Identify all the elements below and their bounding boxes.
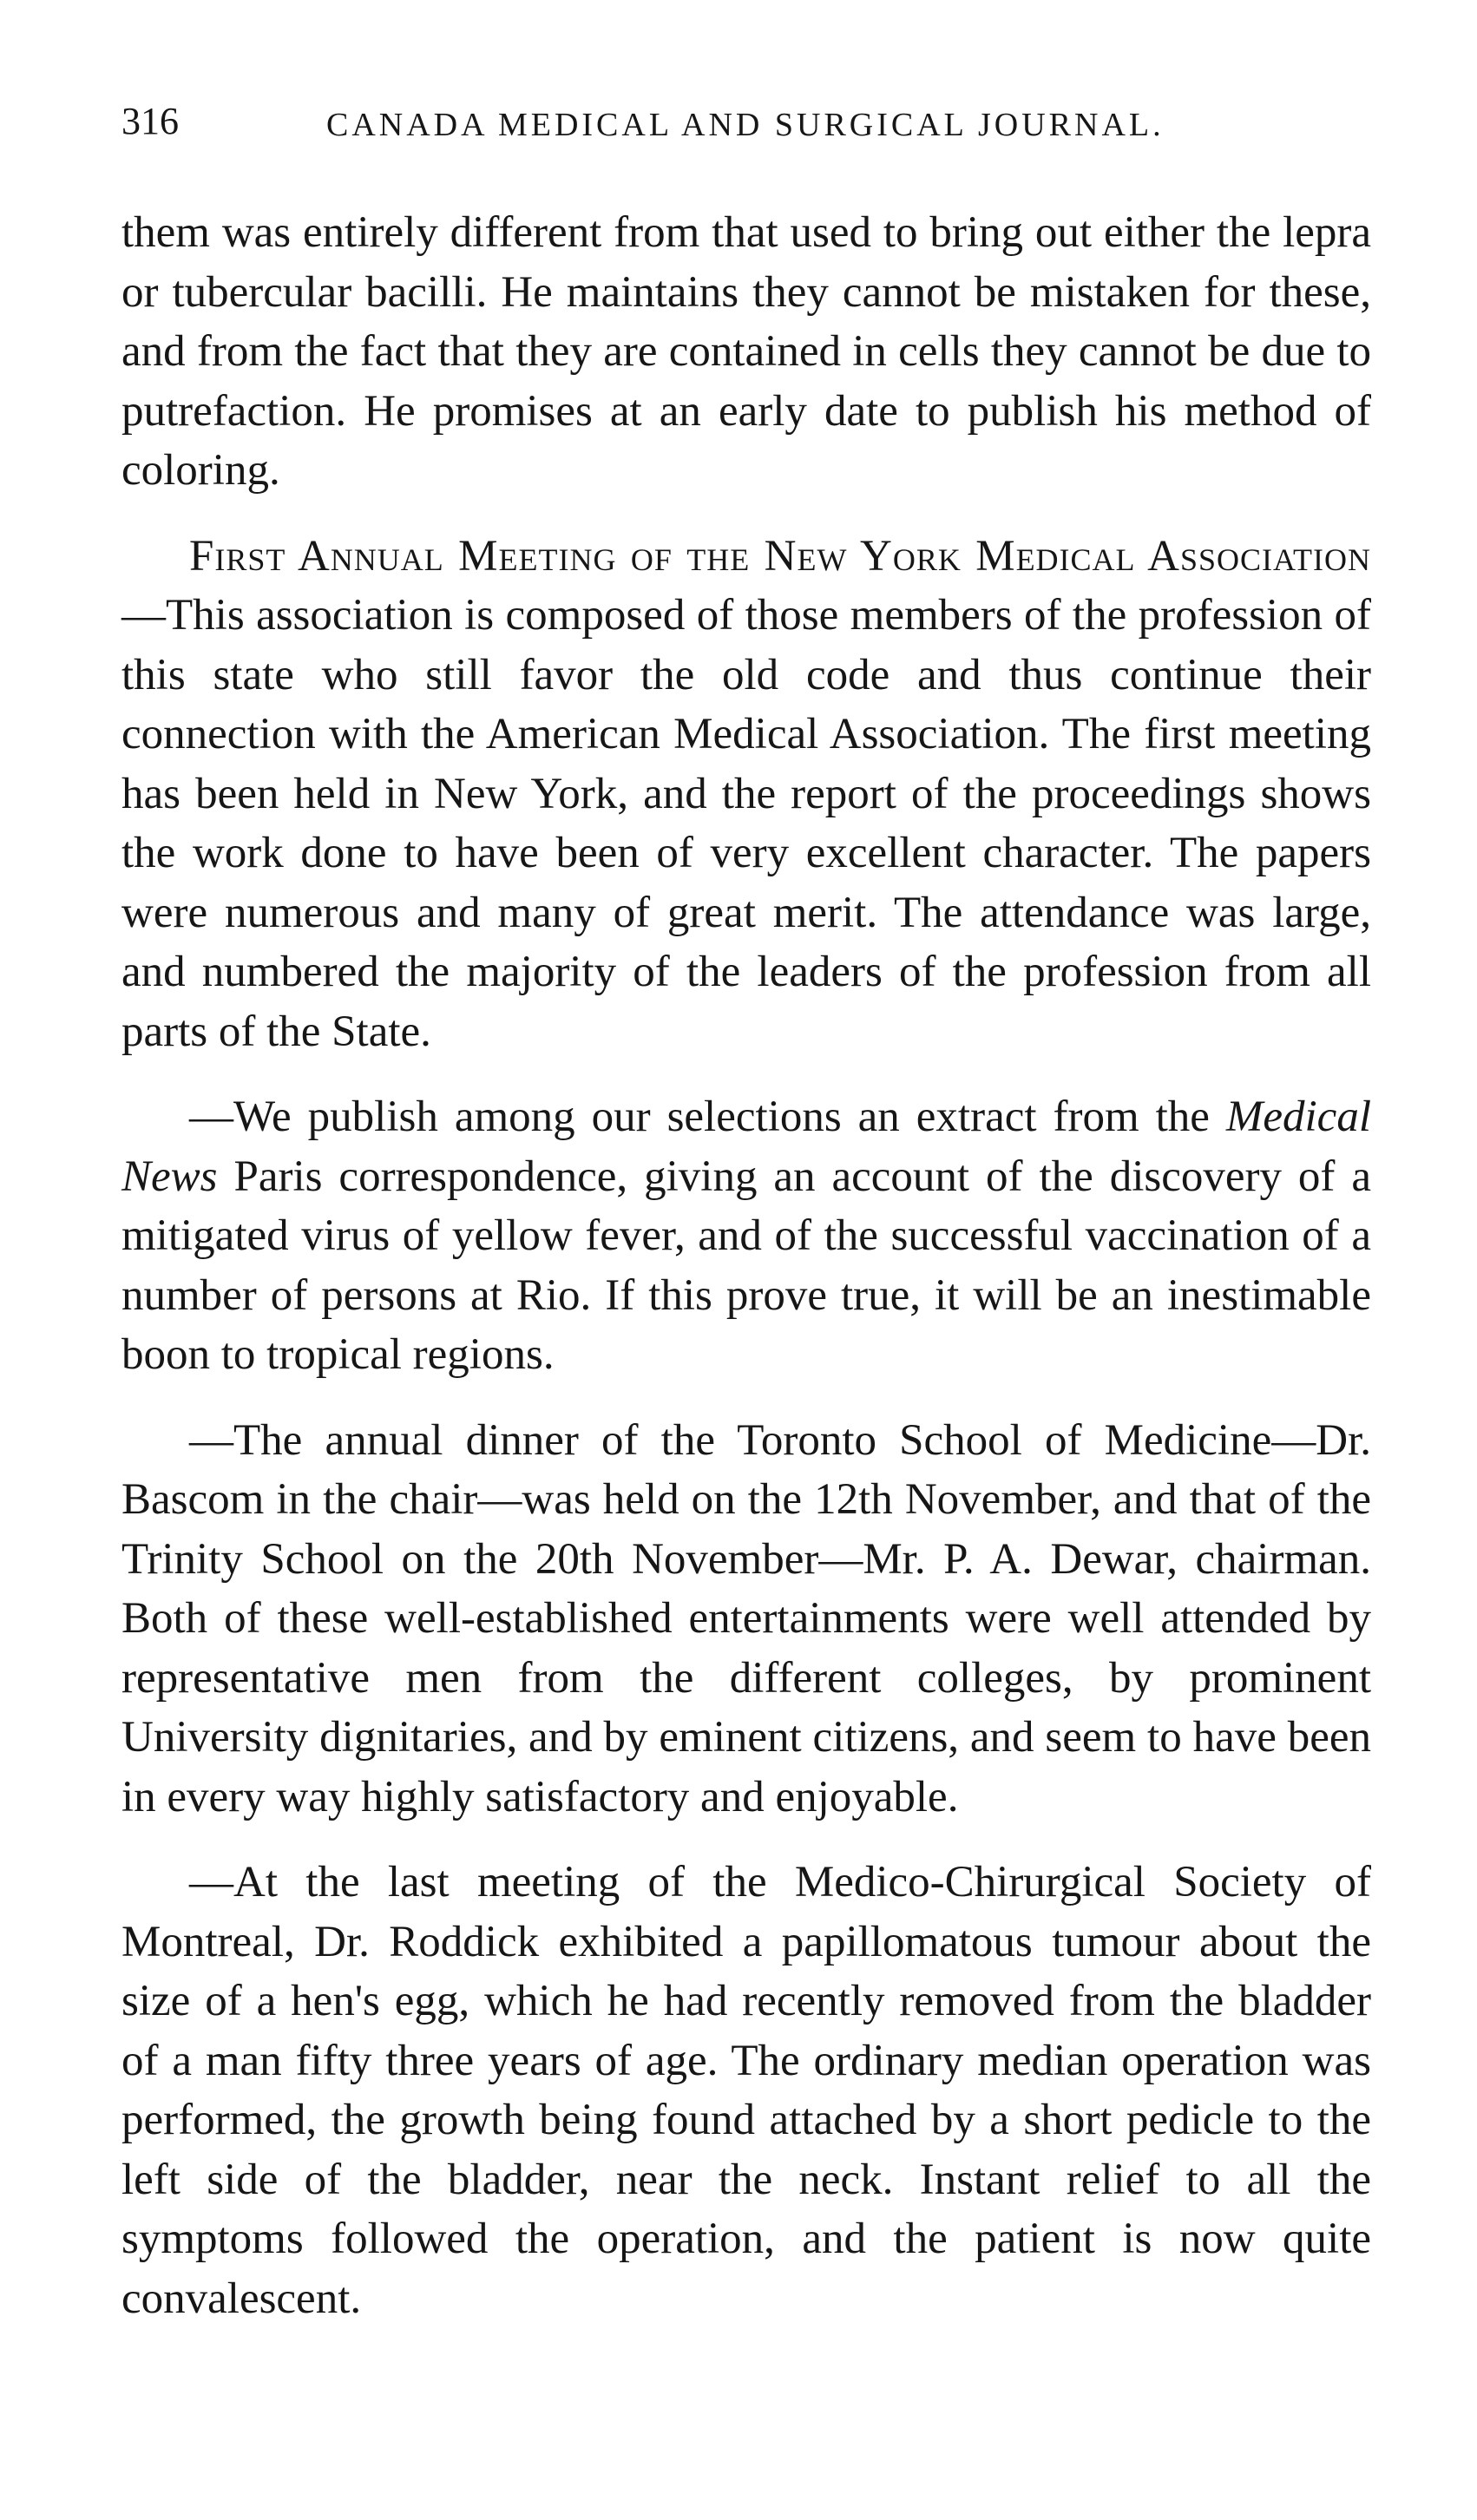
journal-title: CANADA MEDICAL AND SURGICAL JOURNAL. [326, 107, 1165, 143]
paragraph-yellow-fever-text-end: Paris correspondence, giving an account of the discovery of a mitigated virus of yellow fever, and of the successful vaccination of a number of persons at Rio. If this prove true, it will be an inestimable boon to tropical regions. [121, 1152, 1371, 1379]
journal-page [121, 83, 1371, 2354]
paragraph-yellow-fever-text-start: —We publish among our selections an extract from the [189, 1093, 1226, 1141]
paragraph-medico-chirurgical-society: —At the last meeting of the Medico-Chirurgical Society of Montreal, Dr. Roddick exhibited a papillomatous tumour about the size of a hen's egg, which he had recently removed from the bladder of a man fifty three years of age. The ordinary median operation was performed, the growth being found attached by a short pedicle to the left side of the bladder, near the neck. Instant relief to all the symptoms followed the operation, and the patient is now quite convalescent. [121, 1858, 1371, 2323]
paragraph-annual-dinners: —The annual dinner of the Toronto School of Medicine—Dr. Bascom in the chair—was held on the 12th November, and that of the Trinity School on the 20th November—Mr. P. A. Dewar, chairman. Both of these well-established entertainments were well attended by representative men from the different colleges, by prominent University dignitaries, and by eminent citizens, and seem to have been in every way highly satisfactory and enjoyable. [121, 1415, 1371, 1821]
publication-title-medical-news: Medical News [121, 1093, 1371, 1201]
paragraph-bacilli-coloring: them was entirely different from that used to bring out either the lepra or tubercular bacilli. He maintains they cannot be mistaken for these, and from the fact that they are contained in cells they cannot be due to putrefaction. He promises at an early date to publish his method of coloring. [121, 208, 1371, 495]
running-header [121, 83, 1371, 149]
paragraph-yellow-fever-vaccination [121, 1087, 1371, 1385]
page-number: 316 [121, 100, 179, 142]
section-heading-ny-medical-association: First Annual Meeting of the New York Medical Association [189, 531, 1371, 581]
paragraph-ny-medical-association [121, 527, 1371, 1062]
paragraph-ny-medical-association-body: —This association is composed of those members of the profession of this state who still favor the old code and thus continue their connection with the American Medical Association. The first meeting has been held in New York, and the report of the proceedings shows the work done to have been of very excellent character. The papers were numerous and many of great merit. The attendance was large, and numbered the majority of the leaders of the profession from all parts of the State. [121, 591, 1371, 1056]
